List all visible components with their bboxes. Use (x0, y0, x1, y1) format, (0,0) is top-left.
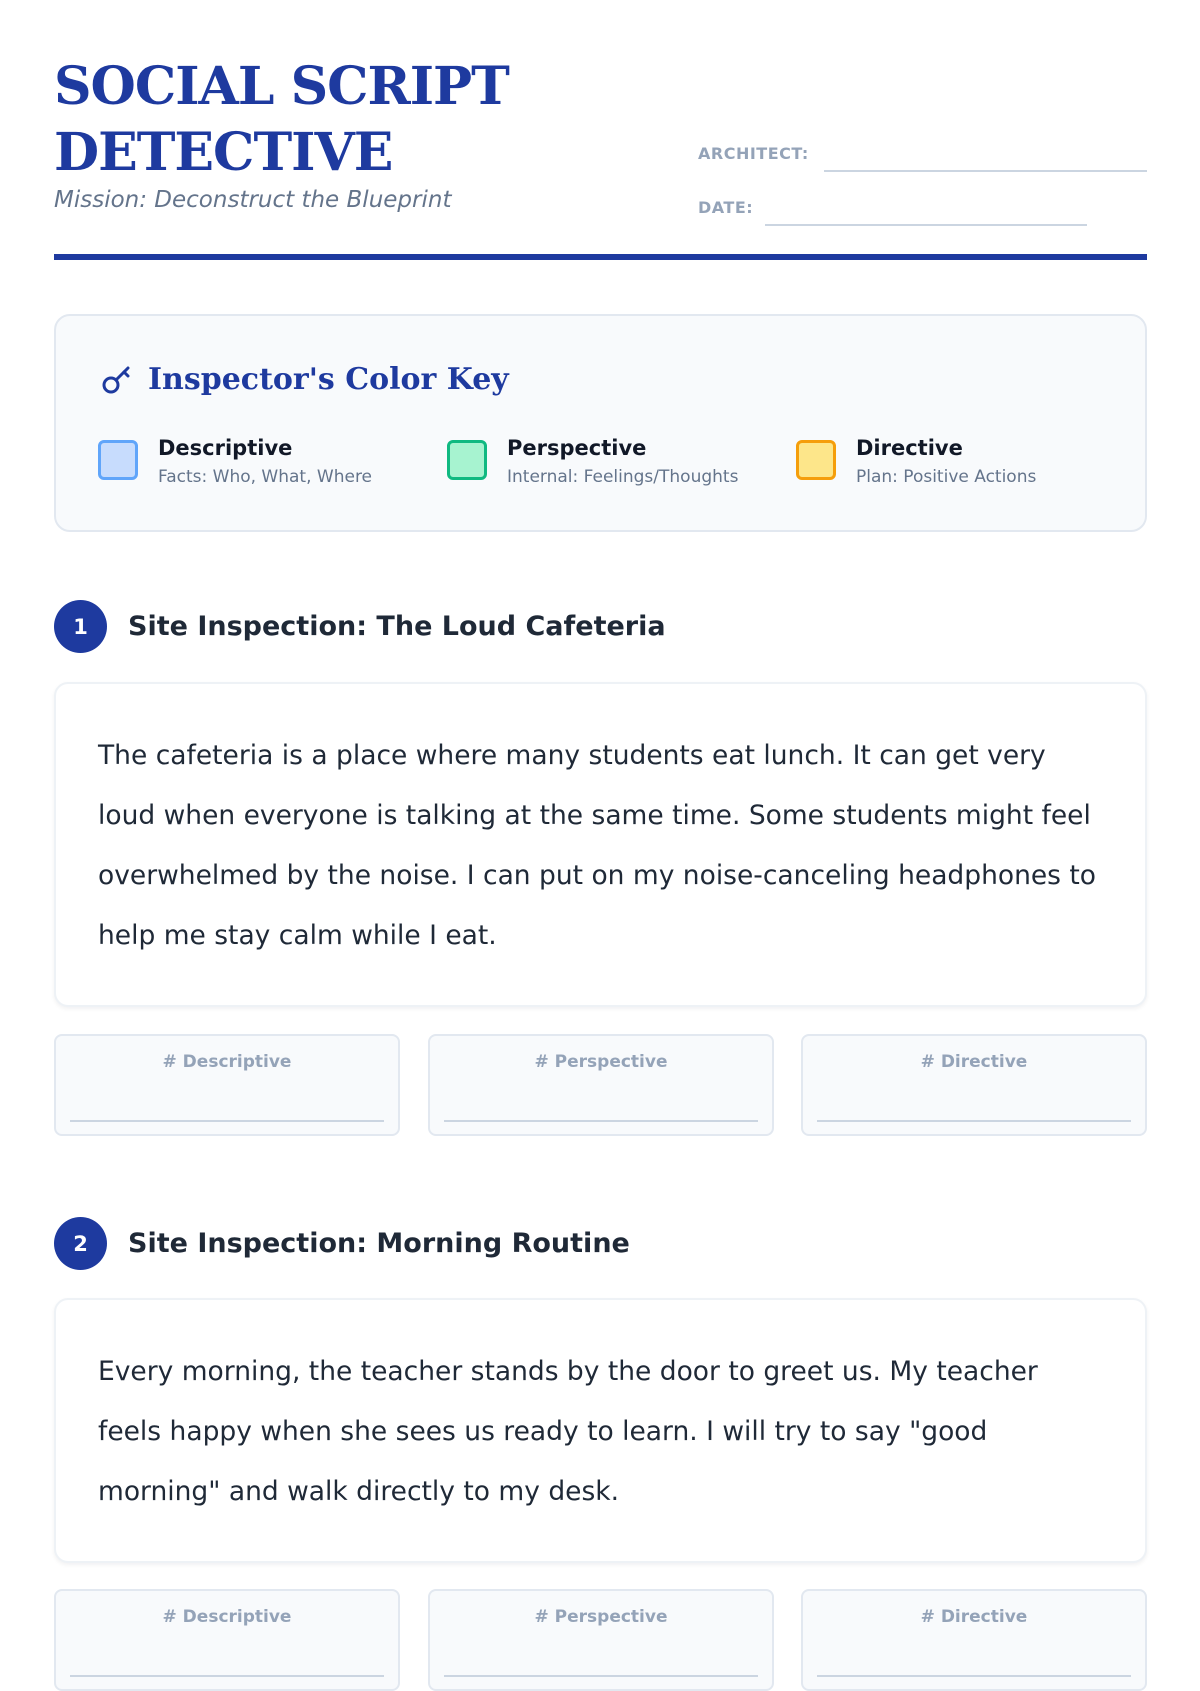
tally-label: # Directive (920, 1607, 1028, 1627)
section-2-story (54, 1298, 1147, 1563)
section-2-heading (54, 1217, 630, 1270)
story-text: The cafeteria is a place where many students eat lunch. It can get very loud when everyone is talking at the same time. Some students might feel overwhelmed by the noise. I can put on my noise-canceling headphones to help me stay calm while I eat. (98, 740, 1097, 951)
section-2-tally-descriptive[interactable] (54, 1589, 400, 1691)
key-item-name: Directive (856, 436, 963, 460)
color-key-heading (100, 362, 509, 397)
tally-answer-line[interactable] (70, 1120, 384, 1122)
perspective-swatch (447, 440, 487, 480)
key-item-desc: Facts: Who, What, Where (158, 467, 373, 487)
section-2-tally-perspective[interactable] (428, 1589, 774, 1691)
key-item-perspective (447, 434, 738, 492)
tally-label: # Directive (920, 1052, 1028, 1072)
worksheet-subtitle: Mission: Deconstruct the Blueprint (54, 187, 452, 213)
architect-label: ARCHITECT: (698, 144, 809, 163)
title-line-1: SOCIAL SCRIPT (54, 56, 509, 117)
key-item-directive (796, 434, 1036, 492)
section-1-tally-directive[interactable] (801, 1034, 1147, 1136)
architect-line[interactable] (824, 170, 1147, 172)
section-1-tally-perspective[interactable] (428, 1034, 774, 1136)
directive-swatch (796, 440, 836, 480)
date-line[interactable] (765, 224, 1087, 226)
section-number-badge: 1 (54, 600, 107, 653)
section-2-tally-directive[interactable] (801, 1589, 1147, 1691)
tally-label: # Perspective (534, 1052, 668, 1072)
section-1-tally-descriptive[interactable] (54, 1034, 400, 1136)
tally-label: # Descriptive (162, 1052, 292, 1072)
tally-answer-line[interactable] (444, 1675, 758, 1677)
color-key-title: Inspector's Color Key (148, 362, 509, 397)
key-icon (100, 363, 134, 397)
header-divider (54, 254, 1147, 260)
section-title: Site Inspection: The Loud Cafeteria (128, 611, 666, 642)
worksheet-header (54, 54, 1147, 264)
section-1-story (54, 682, 1147, 1007)
section-number-badge: 2 (54, 1217, 107, 1270)
tally-label: # Descriptive (162, 1607, 292, 1627)
tally-label: # Perspective (534, 1607, 668, 1627)
story-text: Every morning, the teacher stands by the door to greet us. My teacher feels happy when she sees us ready to learn. I will try to say "good morning" and walk directly to my desk. (98, 1356, 1038, 1507)
title-line-2: DETECTIVE (54, 122, 393, 183)
key-item-desc: Plan: Positive Actions (856, 467, 1037, 487)
key-item-desc: Internal: Feelings/Thoughts (507, 467, 739, 487)
key-item-descriptive (98, 434, 372, 492)
section-title: Site Inspection: Morning Routine (128, 1228, 630, 1259)
worksheet-title (54, 54, 1147, 186)
color-key-panel (54, 314, 1147, 532)
date-label: DATE: (698, 198, 754, 217)
key-item-name: Perspective (507, 436, 647, 460)
tally-answer-line[interactable] (444, 1120, 758, 1122)
key-item-name: Descriptive (158, 436, 293, 460)
descriptive-swatch (98, 440, 138, 480)
tally-answer-line[interactable] (70, 1675, 384, 1677)
section-1-heading (54, 600, 666, 653)
tally-answer-line[interactable] (817, 1120, 1131, 1122)
tally-answer-line[interactable] (817, 1675, 1131, 1677)
